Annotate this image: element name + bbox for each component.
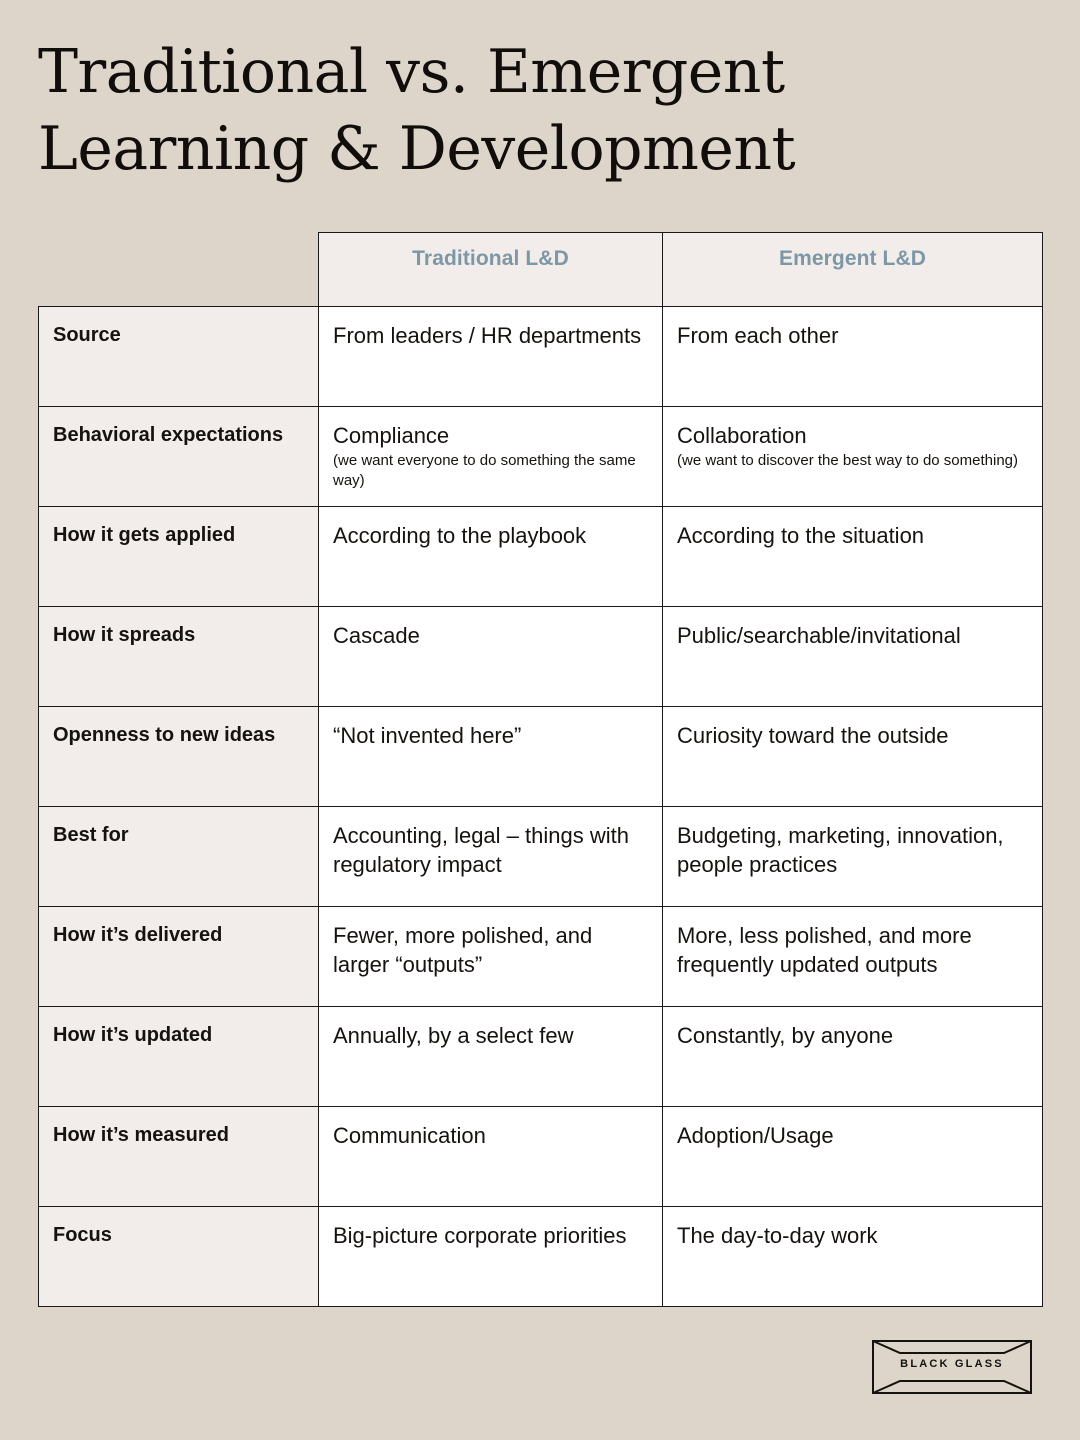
cell-traditional-text: Annually, by a select few <box>333 1023 574 1048</box>
cell-traditional-text: Big-picture corporate priorities <box>333 1223 627 1248</box>
cell-traditional <box>319 507 663 607</box>
row-label: Behavioral expectations <box>39 407 319 507</box>
table-row <box>39 1207 1043 1307</box>
cell-traditional-text: “Not invented here” <box>333 723 522 748</box>
cell-traditional <box>319 307 663 407</box>
cell-traditional-text: Accounting, legal – things with regulatory impact <box>333 823 629 878</box>
cell-emergent <box>663 607 1043 707</box>
cell-traditional <box>319 607 663 707</box>
cell-emergent <box>663 707 1043 807</box>
table-header <box>39 233 1043 307</box>
table-row <box>39 307 1043 407</box>
brand-logo-text: BLACK GLASS <box>900 1358 1004 1370</box>
row-label: How it’s delivered <box>39 907 319 1007</box>
row-label: Openness to new ideas <box>39 707 319 807</box>
page-title: Traditional vs. Emergent Learning & Development <box>38 37 796 184</box>
cell-traditional <box>319 907 663 1007</box>
cell-emergent <box>663 1207 1043 1307</box>
table-row <box>39 807 1043 907</box>
cell-emergent-note: (we want to discover the best way to do something) <box>677 452 1019 470</box>
cell-emergent-text: Public/searchable/invitational <box>677 623 961 648</box>
cell-emergent-text: According to the situation <box>677 523 925 548</box>
column-header-emergent <box>663 233 1043 307</box>
cell-emergent <box>663 407 1043 507</box>
cell-traditional <box>319 707 663 807</box>
cell-emergent <box>663 307 1043 407</box>
cell-traditional-text: Fewer, more polished, and larger “outputs” <box>333 923 593 978</box>
cell-emergent-text: Adoption/Usage <box>677 1123 834 1148</box>
table-corner-cell <box>39 233 319 307</box>
column-header-emergent-label: Emergent L&D <box>778 247 927 270</box>
column-header-traditional-label: Traditional L&D <box>412 247 569 270</box>
table-row <box>39 507 1043 607</box>
table-header-row <box>39 233 1043 307</box>
table-body <box>39 307 1043 1307</box>
row-label: Best for <box>39 807 319 907</box>
cell-traditional-text: From leaders / HR departments <box>333 323 642 348</box>
row-label: How it’s measured <box>39 1107 319 1207</box>
cell-emergent <box>663 807 1043 907</box>
cell-traditional <box>319 1207 663 1307</box>
cell-emergent <box>663 1107 1043 1207</box>
row-label: How it gets applied <box>39 507 319 607</box>
row-label: Source <box>39 307 319 407</box>
cell-emergent <box>663 907 1043 1007</box>
table-row <box>39 707 1043 807</box>
table-row <box>39 407 1043 507</box>
comparison-table <box>38 232 1043 1307</box>
cell-traditional <box>319 807 663 907</box>
cell-emergent-text: From each other <box>677 323 839 348</box>
cell-emergent-text: The day-to-day work <box>677 1223 878 1248</box>
table-row <box>39 1107 1043 1207</box>
cell-emergent <box>663 507 1043 607</box>
cell-emergent-text: Collaboration <box>677 423 807 448</box>
cell-emergent <box>663 1007 1043 1107</box>
comparison-table-container <box>38 232 1042 1307</box>
row-label: How it’s updated <box>39 1007 319 1107</box>
cell-traditional-text: Communication <box>333 1123 486 1148</box>
table-row <box>39 607 1043 707</box>
cell-traditional-text: Cascade <box>333 623 420 648</box>
cell-traditional <box>319 1107 663 1207</box>
row-label: How it spreads <box>39 607 319 707</box>
column-header-traditional <box>319 233 663 307</box>
cell-traditional <box>319 1007 663 1107</box>
table-row <box>39 1007 1043 1107</box>
cell-emergent-text: More, less polished, and more frequently updated outputs <box>677 923 972 978</box>
cell-emergent-text: Curiosity toward the outside <box>677 723 949 748</box>
cell-emergent-text: Budgeting, marketing, innovation, people practices <box>677 823 1004 878</box>
cell-traditional-note: (we want everyone to do something the same way) <box>333 452 636 489</box>
cell-traditional <box>319 407 663 507</box>
table-row <box>39 907 1043 1007</box>
cell-traditional-text: Compliance <box>333 423 450 448</box>
row-label: Focus <box>39 1207 319 1307</box>
cell-emergent-text: Constantly, by anyone <box>677 1023 894 1048</box>
cell-traditional-text: According to the playbook <box>333 523 587 548</box>
